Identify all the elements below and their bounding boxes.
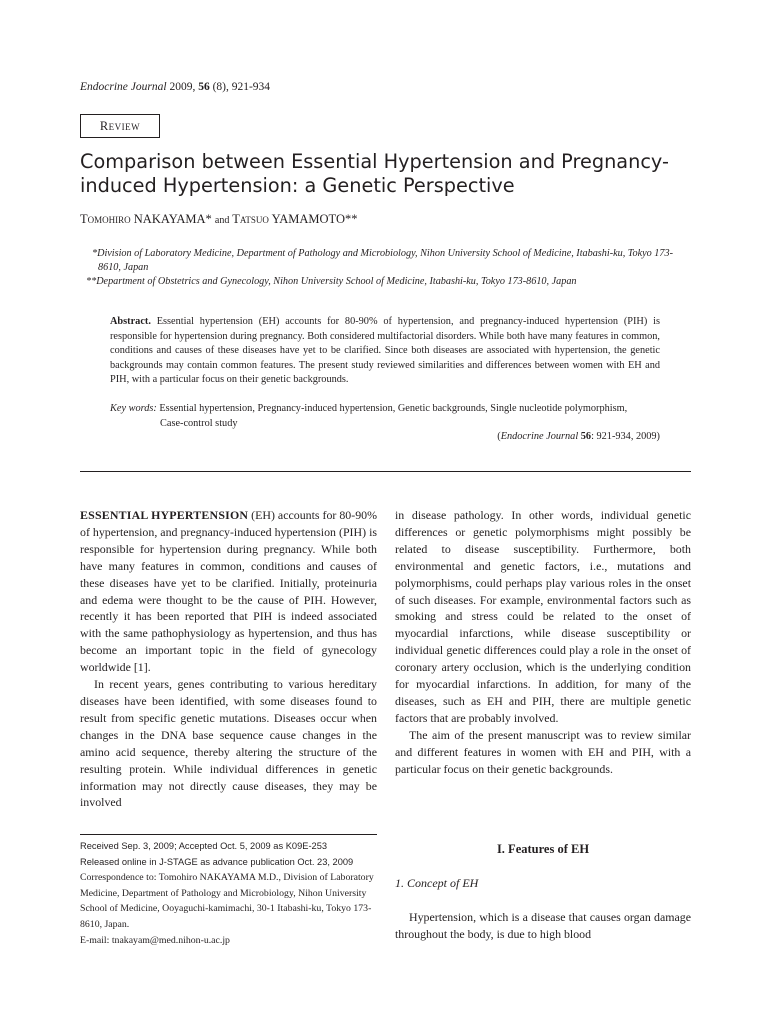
- author-2: Tatsuo YAMAMOTO**: [232, 212, 358, 226]
- journal-citation-header: [80, 81, 270, 93]
- article-type-label: Review: [80, 114, 160, 138]
- affiliation-2: **Department of Obstetrics and Gynecology, Nihon University School of Medicine, Itabashi-ku, Tokyo 173-8610, Japan: [86, 276, 577, 287]
- body-paragraph: In recent years, genes contributing to various hereditary diseases have been identified, with some diseases found to result from specific genetic mutations. Diseases occur when changes in the DNA base sequence cause changes in the amino acid sequence, thereby altering the structure of the resulting protein. While individual differences in genetic information may not directly cause diseases, they may be involved: [80, 677, 377, 810]
- keywords: [110, 402, 670, 431]
- body-paragraph: [80, 507, 377, 676]
- keywords-label: Key words:: [110, 403, 157, 414]
- paragraph-text: (EH) accounts for 80-90% of hypertension, and pregnancy-induced hypertension (PIH) is responsible for hypertension during pregnancy. While both have many features in common, conditions and causes of these diseases have yet to be clarified. Initially, proteinuria and edema were thought to be the cause of PIH. However, recently it has been reported that PIH is indeed associated with the same pathophysiology as hypertension, and thus has become an important topic in the field of gynecology worldwide [1].: [80, 508, 377, 675]
- journal-issue-pages: (8), 921-934: [212, 81, 271, 93]
- keywords-line-1: Essential hypertension, Pregnancy-induced hypertension, Genetic backgrounds, Single nucleotide polymorphism,: [159, 403, 628, 414]
- abstract: [110, 315, 660, 388]
- journal-name: Endocrine Journal: [80, 81, 167, 93]
- affiliation-1: *Division of Laboratory Medicine, Department of Pathology and Microbiology, Nihon University School of Medicine, Itabashi-ku, Tokyo 173-8610, Japan: [92, 248, 673, 273]
- citation-rest: : 921-934, 2009): [591, 431, 660, 442]
- received-date: Received Sep. 3, 2009; Accepted Oct. 5, 2009 as K09E-253: [80, 841, 328, 851]
- body-paragraph: Hypertension, which is a disease that causes organ damage throughout the body, is due to high blood: [395, 910, 691, 941]
- body-column-right-continued: [395, 909, 691, 943]
- citation-volume: 56: [580, 431, 592, 442]
- email: E-mail: tnakayam@med.nihon-u.ac.jp: [80, 934, 230, 946]
- body-paragraph: in disease pathology. In other words, individual genetic differences or genetic polymorphisms might possibly be related to disease susceptibility. Furthermore, both environmental and genetic factors, i.e., mutations and polymorphisms, could perhaps play various roles in the onset of such diseases. For example, environmental factors such as smoking and stress could be related to the onset of myocardial infarctions, while disease susceptibility or individual genetic differences could play a role in the onset of coronary artery occlusion, which is the underlying condition for myocardial infarctions. In addition, for many of the diseases, such as EH and PIH, there are multiple genetic factors that are probably involved.: [395, 508, 691, 725]
- author-1: Tomohiro NAKAYAMA*: [80, 212, 212, 226]
- footnote-rule: [80, 834, 377, 835]
- abstract-label: Abstract.: [110, 316, 151, 327]
- subsection-heading: 1. Concept of EH: [395, 876, 479, 890]
- lead-in: ESSENTIAL HYPERTENSION: [80, 508, 249, 522]
- body-column-right: [395, 507, 691, 778]
- citation-footer: [497, 431, 660, 442]
- section-divider: [80, 471, 691, 472]
- affiliations: [86, 247, 686, 289]
- citation-journal: Endocrine Journal: [500, 431, 579, 442]
- abstract-text: Essential hypertension (EH) accounts for 80-90% of hypertension, and pregnancy-induced hypertension (PIH) is responsible for hypertension during pregnancy. Both considered multifactorial disorders. While both have many features in common, conditions and causes of these diseases have yet to be clarified. Since both diseases are associated with hypertension, the genetic backgrounds may contain common features. The present study reviewed similarities and differences between women with EH and PIH, with a particular focus on their genetic backgrounds.: [110, 316, 660, 386]
- body-paragraph: The aim of the present manuscript was to review similar and different features in women with EH and PIH, with a particular focus on their genetic backgrounds.: [395, 727, 691, 776]
- citation-open: (: [497, 431, 501, 442]
- body-column-left: [80, 507, 377, 811]
- correspondence: Correspondence to: Tomohiro NAKAYAMA M.D., Division of Laboratory Medicine, Department of Pathology and Microbiology, Nihon University School of Medicine, Ooyaguchi-kamimachi, 30-1 Itabashi-ku, Tokyo 173-8610, Japan.: [80, 872, 374, 930]
- author-list: [80, 212, 357, 227]
- release-date: Released online in J-STAGE as advance publication Oct. 23, 2009: [80, 856, 354, 867]
- journal-volume: 56: [198, 81, 210, 93]
- keywords-line-2: Case-control study: [160, 417, 238, 429]
- journal-year: 2009,: [169, 81, 196, 93]
- section-heading: I. Features of EH: [496, 842, 590, 856]
- author-separator: and: [214, 215, 230, 226]
- article-title: Comparison between Essential Hypertension and Pregnancy-induced Hypertension: a Genetic Perspective: [80, 150, 669, 197]
- footnote: [80, 839, 380, 948]
